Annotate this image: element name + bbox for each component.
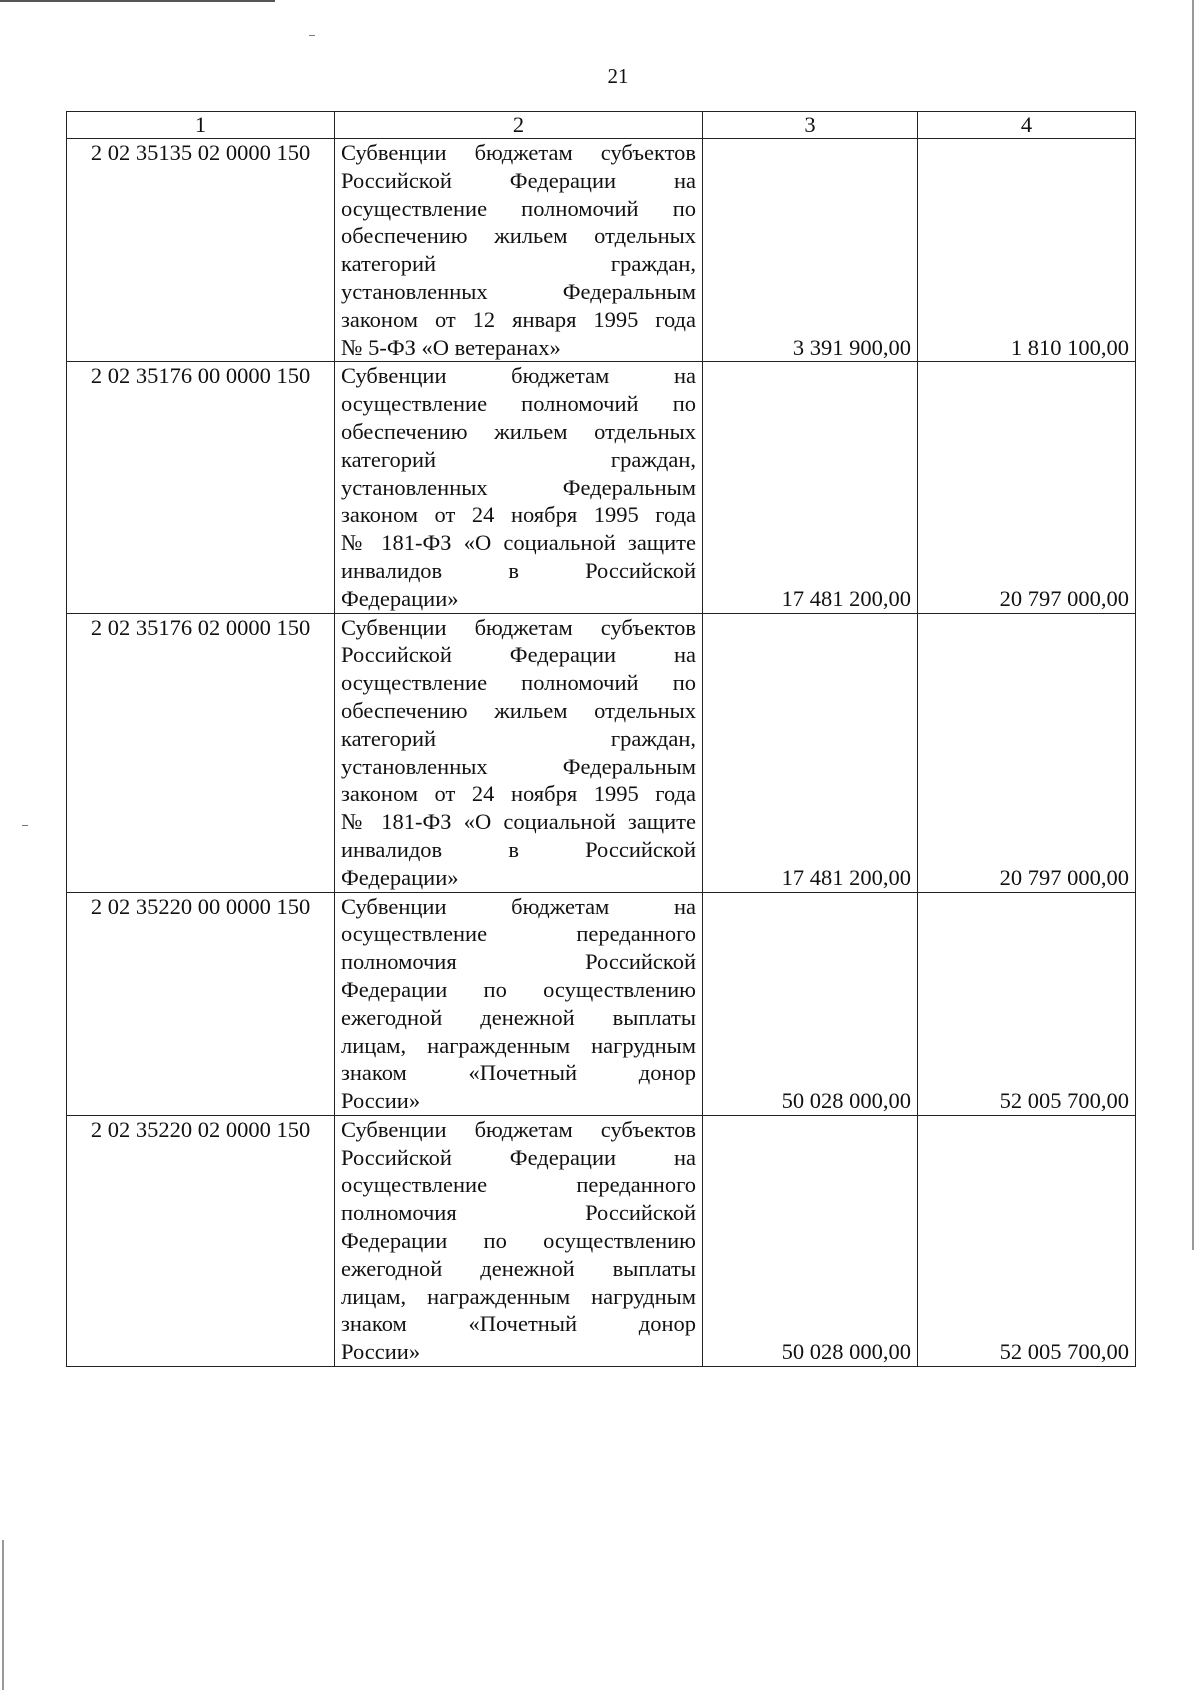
scan-artifact-mark <box>22 825 28 826</box>
description-line: полномочия Российской <box>341 1200 696 1226</box>
table-header-row <box>67 112 1136 139</box>
table-row <box>67 362 1136 613</box>
description-line: Субвенции бюджетам субъектов <box>341 140 696 165</box>
column-header: 2 <box>335 112 703 139</box>
description-line: лицам, награжденным нагрудным <box>341 1283 696 1309</box>
description-line: № 181-ФЗ «О социальной защите <box>341 809 696 835</box>
row-description-cell <box>335 613 703 892</box>
description-line: законом от 24 ноября 1995 года <box>341 502 696 528</box>
description-line: категорий граждан, <box>341 446 696 472</box>
row-code-cell: 2 02 35220 02 0000 150 <box>67 1115 335 1366</box>
description-line: России» <box>341 1088 421 1114</box>
description-line: Российской Федерации на <box>341 1144 696 1170</box>
row-value-col4: 20 797 000,00 <box>918 613 1136 892</box>
description-line: осуществление полномочий по <box>341 391 696 417</box>
description-line: Субвенции бюджетам на <box>341 363 696 389</box>
row-code-cell: 2 02 35176 00 0000 150 <box>67 362 335 613</box>
page-number: 21 <box>607 64 629 88</box>
row-value-col3: 50 028 000,00 <box>703 892 918 1115</box>
description-line: законом от 24 ноября 1995 года <box>341 781 696 807</box>
row-value-col4: 1 810 100,00 <box>918 139 1136 362</box>
description-line: Федерации» <box>341 864 459 890</box>
description-line: инвалидов в Российской <box>341 557 696 583</box>
description-line: Федерации» <box>341 585 459 611</box>
column-header: 4 <box>918 112 1136 139</box>
row-code-cell: 2 02 35220 00 0000 150 <box>67 892 335 1115</box>
row-description-cell <box>335 362 703 613</box>
scan-artifact-mark <box>309 35 315 36</box>
row-code-cell: 2 02 35176 02 0000 150 <box>67 613 335 892</box>
description-line: обеспечению жильем отдельных <box>341 697 696 723</box>
description-line: осуществление переданного <box>341 1172 696 1198</box>
table-body <box>67 139 1136 1367</box>
description-line: Субвенции бюджетам на <box>341 893 696 919</box>
row-description-cell <box>335 1115 703 1366</box>
description-line: Субвенции бюджетам субъектов <box>341 614 696 640</box>
description-line: законом от 12 января 1995 года <box>341 306 696 332</box>
row-value-col3: 50 028 000,00 <box>703 1115 918 1366</box>
description-line: России» <box>341 1339 421 1365</box>
description-line: категорий граждан, <box>341 725 696 751</box>
description-line: осуществление полномочий по <box>341 195 696 221</box>
row-code-cell: 2 02 35135 02 0000 150 <box>67 139 335 362</box>
description-line: ежегодной денежной выплаты <box>341 1255 696 1281</box>
description-line: ежегодной денежной выплаты <box>341 1004 696 1030</box>
table-row <box>67 1115 1136 1366</box>
description-line: знаком «Почетный донор <box>341 1311 696 1337</box>
row-value-col4: 20 797 000,00 <box>918 362 1136 613</box>
row-description-cell <box>335 892 703 1115</box>
budget-table <box>66 111 1136 1367</box>
scan-artifact-top-line <box>0 0 275 2</box>
description-line: знаком «Почетный донор <box>341 1060 696 1086</box>
row-value-col4: 52 005 700,00 <box>918 1115 1136 1366</box>
row-value-col3: 17 481 200,00 <box>703 613 918 892</box>
row-value-col3: 3 391 900,00 <box>703 139 918 362</box>
row-description-cell <box>335 139 703 362</box>
description-line: Субвенции бюджетам субъектов <box>341 1116 696 1142</box>
description-line: Федерации по осуществлению <box>341 1228 696 1254</box>
column-header: 1 <box>67 112 335 139</box>
description-line: Российской Федерации на <box>341 642 696 668</box>
description-line: обеспечению жильем отдельных <box>341 418 696 444</box>
description-line: № 181-ФЗ «О социальной защите <box>341 530 696 556</box>
description-line: лицам, награжденным нагрудным <box>341 1032 696 1058</box>
description-line: № 5-ФЗ «О ветеранах» <box>341 334 561 360</box>
description-line: установленных Федеральным <box>341 474 696 500</box>
description-line: осуществление полномочий по <box>341 670 696 696</box>
table-row <box>67 613 1136 892</box>
row-value-col3: 17 481 200,00 <box>703 362 918 613</box>
description-line: установленных Федеральным <box>341 278 696 304</box>
description-line: осуществление переданного <box>341 921 696 947</box>
description-line: полномочия Российской <box>341 949 696 975</box>
column-header: 3 <box>703 112 918 139</box>
description-line: Российской Федерации на <box>341 167 696 193</box>
table-row <box>67 892 1136 1115</box>
scan-artifact-right-edge <box>1192 0 1194 1250</box>
table-row <box>67 139 1136 362</box>
description-line: инвалидов в Российской <box>341 836 696 862</box>
description-line: установленных Федеральным <box>341 753 696 779</box>
description-line: Федерации по осуществлению <box>341 976 696 1002</box>
description-line: категорий граждан, <box>341 251 696 277</box>
row-value-col4: 52 005 700,00 <box>918 892 1136 1115</box>
description-line: обеспечению жильем отдельных <box>341 223 696 249</box>
scan-artifact-left-edge <box>2 1540 4 1690</box>
